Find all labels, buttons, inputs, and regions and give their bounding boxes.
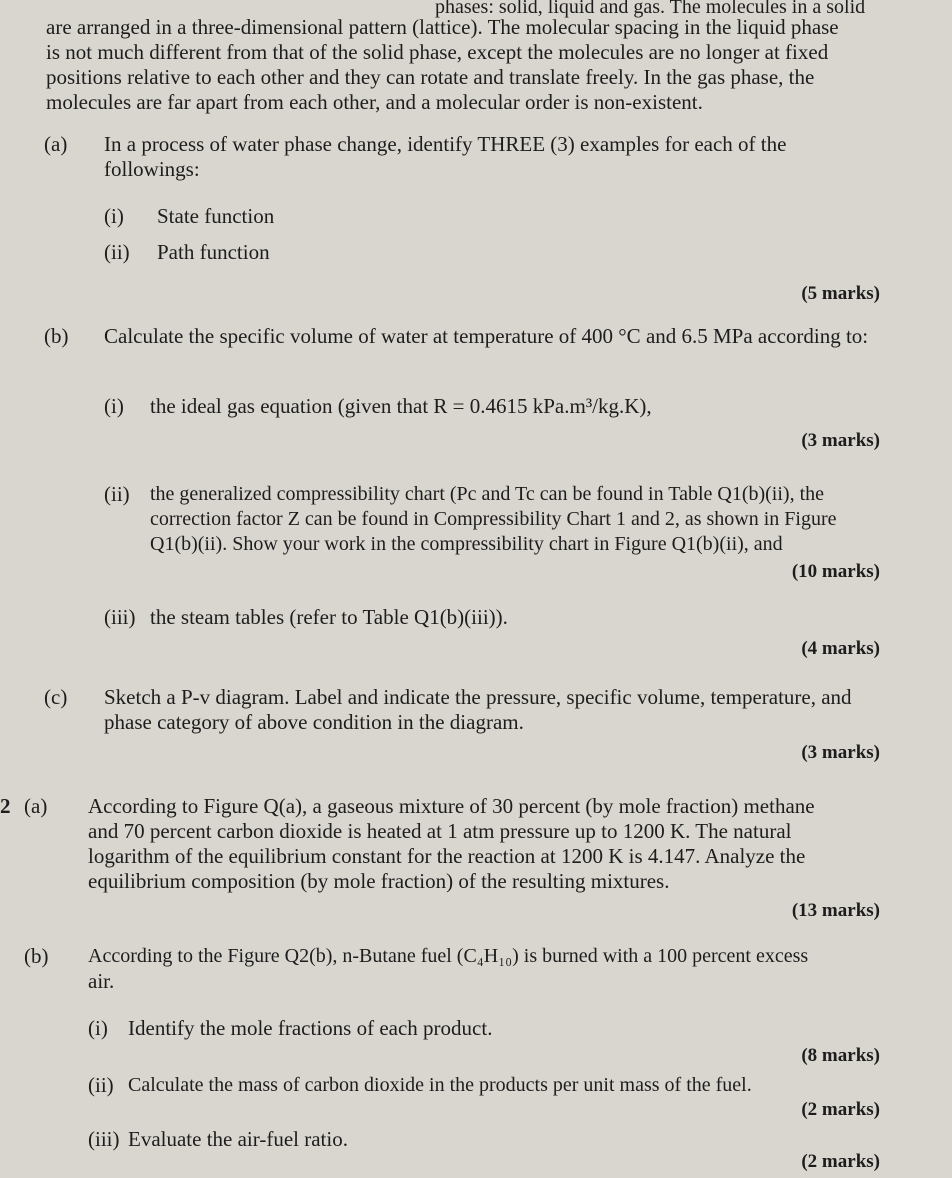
q2a-marks: (13 marks) [791, 900, 880, 921]
q2a-label: (a) [24, 794, 48, 818]
q1b-i-text: the ideal gas equation (given that R = 0.4615 kPa.m³/kg.K), [150, 394, 652, 418]
q1a-ii-label: (ii) [104, 240, 130, 264]
q2b-line-1: According to the Figure Q2(b), n-Butane fuel (C₄H₁₀) is burned with a 100 percent excess [88, 945, 809, 967]
q2b-iii-text: Evaluate the air-fuel ratio. [128, 1127, 348, 1151]
q1c-label: (c) [44, 685, 68, 709]
q1b-ii-line-3: Q1(b)(ii). Show your work in the compressibility chart in Figure Q1(b)(ii), and [150, 533, 783, 555]
intro-line-3: positions relative to each other and they can rotate and translate freely. In the gas phase, the [46, 65, 815, 89]
intro-line-1: are arranged in a three-dimensional pattern (lattice). The molecular spacing in the liquid phase [46, 15, 839, 39]
q1b-ii-marks: (10 marks) [791, 561, 880, 582]
q1a-text-1: In a process of water phase change, identify THREE (3) examples for each of the [104, 132, 787, 156]
q2b-ii-marks: (2 marks) [801, 1099, 880, 1120]
q1a-label: (a) [44, 132, 68, 156]
q1b-ii-line-2: correction factor Z can be found in Compressibility Chart 1 and 2, as shown in Figure [150, 508, 837, 530]
q1a-i-text: State function [157, 204, 275, 228]
q2b-ii-text: Calculate the mass of carbon dioxide in the products per unit mass of the fuel. [128, 1074, 752, 1096]
q1b-ii-line-1: the generalized compressibility chart (Pc and Tc can be found in Table Q1(b)(ii), the [150, 483, 825, 505]
q1c-marks: (3 marks) [801, 742, 880, 763]
q1b-iii-text: the steam tables (refer to Table Q1(b)(iii)). [150, 605, 508, 629]
q2a-line-3: logarithm of the equilibrium constant for the reaction at 1200 K is 4.147. Analyze the [88, 844, 806, 868]
intro-line-4: molecules are far apart from each other, and a molecular order is non-existent. [46, 90, 703, 114]
q2a-line-1: According to Figure Q(a), a gaseous mixture of 30 percent (by mole fraction) methane [88, 794, 815, 818]
q1b-text: Calculate the specific volume of water at temperature of 400 °C and 6.5 MPa according to: [104, 324, 869, 348]
intro-line-2: is not much different from that of the solid phase, except the molecules are no longer at fixed [46, 40, 829, 64]
q2b-iii-label: (iii) [88, 1127, 120, 1151]
q2b-line-2: air. [88, 969, 115, 993]
q1b-label: (b) [44, 324, 69, 348]
q1a-text-2: followings: [104, 157, 200, 181]
q2b-label: (b) [24, 944, 49, 968]
q1b-iii-label: (iii) [104, 605, 136, 629]
q1b-i-marks: (3 marks) [801, 430, 880, 451]
q2a-line-4: equilibrium composition (by mole fraction) of the resulting mixtures. [88, 869, 670, 893]
q2b-ii-label: (ii) [88, 1073, 114, 1097]
q2b-i-text: Identify the mole fractions of each product. [128, 1016, 493, 1040]
q2-number: 2 [0, 794, 11, 818]
q1a-ii-text: Path function [157, 240, 270, 264]
q1b-ii-label: (ii) [104, 482, 130, 506]
q2b-i-marks: (8 marks) [801, 1045, 880, 1066]
q1c-line-1: Sketch a P-v diagram. Label and indicate the pressure, specific volume, temperature, and [104, 685, 852, 709]
q1a-i-label: (i) [104, 204, 124, 228]
q1c-line-2: phase category of above condition in the diagram. [104, 710, 524, 734]
intro-line-0: phases: solid, liquid and gas. The molecules in a solid [435, 0, 866, 18]
q2b-i-label: (i) [88, 1016, 108, 1040]
q1b-iii-marks: (4 marks) [801, 638, 880, 659]
q2a-line-2: and 70 percent carbon dioxide is heated at 1 atm pressure up to 1200 K. The natural [88, 819, 792, 843]
q1a-marks: (5 marks) [801, 283, 880, 304]
q2b-iii-marks: (2 marks) [801, 1151, 880, 1172]
q1b-i-label: (i) [104, 394, 124, 418]
